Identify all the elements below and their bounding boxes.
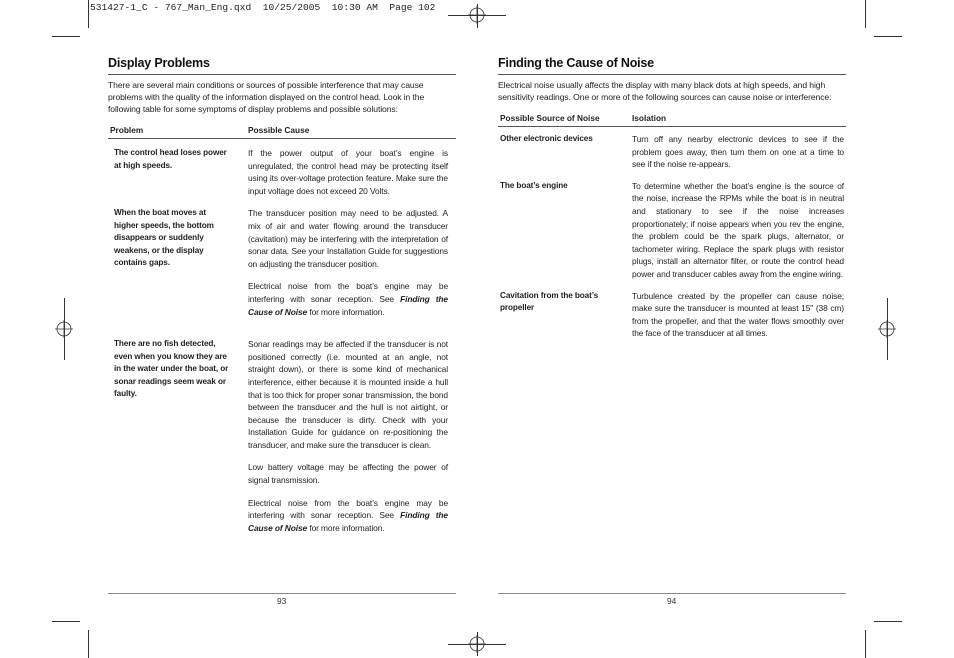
cause-cell <box>248 147 448 197</box>
section-title: Finding the Cause of Noise <box>498 56 654 70</box>
cause-paragraph: The transducer position may need to be adjusted. A mix of air and water flowing around the transducer (cavitation) may be interfering with the interpretation of sonar data. See your Installation Guide for suggestions on adjusting the transducer position. <box>248 208 448 269</box>
page-number: 93 <box>277 596 287 606</box>
cause-paragraph <box>248 280 448 318</box>
cause-paragraph: Low battery voltage may be affecting the power of signal transmission. <box>248 462 448 486</box>
isolation-cell: Turbulence created by the propeller can cause noise; make sure the transducer is mounted at least 15" (38 cm) from the propeller, and that the water flows smoothly over the face of the transducer at all times. <box>632 290 844 339</box>
footer-rule <box>108 593 456 594</box>
title-rule <box>108 74 456 75</box>
table-row <box>108 207 456 318</box>
crop-mark <box>64 298 65 360</box>
cause-cell <box>248 207 448 318</box>
table-header <box>498 113 846 127</box>
problem-cell: The control head loses power at high speeds. <box>114 148 227 170</box>
cause-paragraph: If the power output of your boat’s engine is unregulated, the control head may be protecting itself using its over-voltage protection feature. Make sure the input voltage does not exceed 20 Volts. <box>248 148 448 196</box>
crop-mark <box>874 36 902 37</box>
registration-mark-icon <box>468 635 486 653</box>
title-rule <box>498 74 846 75</box>
source-cell: The boat’s engine <box>500 180 568 190</box>
column-header-source: Possible Source of Noise <box>500 113 600 123</box>
table-row <box>498 290 846 340</box>
crop-mark <box>52 621 80 622</box>
table-row <box>108 147 456 197</box>
intro-paragraph: Electrical noise usually affects the display with many black dots at high speeds, and high sensitivity readings. One or more of the following sources can cause noise or interference: <box>498 80 832 102</box>
source-cell: Other electronic devices <box>500 134 593 143</box>
cause-text: Electrical noise from the boat’s engine may be interfering with sonar reception. See <box>248 497 448 521</box>
print-slug: 531427-1_C - 767_Man_Eng.qxd 10/25/2005 10:30 AM Page 102 <box>90 2 436 13</box>
intro-paragraph: There are several main conditions or sources of possible interference that may cause problems with the quality of the information displayed on the control head. Look in the following table for some symptoms of display problems and possible solutions: <box>108 80 425 114</box>
crop-mark <box>52 36 80 37</box>
column-header-isolation: Isolation <box>632 113 667 123</box>
column-header-problem: Problem <box>110 125 144 135</box>
table-row <box>498 133 846 171</box>
problem-cell: When the boat moves at higher speeds, the bottom disappears or suddenly weakens, or the display contains gaps. <box>114 208 214 268</box>
cause-paragraph <box>248 497 448 535</box>
crop-mark <box>88 630 89 658</box>
cause-cell <box>248 338 448 534</box>
cross-reference-link[interactable]: Finding the Cause of Noise <box>248 510 448 533</box>
cause-paragraph: Sonar readings may be affected if the transducer is not positioned correctly (i.e. mounted at an angle, not straight down), or there is some kind of mechanical interference, either because it is mounted inside a hull that is too thick for proper sonar transmission, the bond between the transducer and the hull is not airtight, or because the transducer is dirty. Check with your Installation Guide for guidance on re-positioning the transducer, and make sure the transducer is clean. <box>248 339 448 450</box>
table-row <box>498 180 846 281</box>
table-header <box>108 125 456 139</box>
cross-reference-link[interactable]: Finding the Cause of Noise <box>248 293 448 317</box>
cause-text: for more information. <box>307 306 385 317</box>
table-row <box>108 338 456 534</box>
left-page <box>108 52 456 534</box>
isolation-cell: To determine whether the boat’s engine is the source of the noise, increase the RPMs while the boat is in neutral and stationary to see if the noise increases proportionately; if noise appears when you rev the engine, the problem could be the spark plugs, alternator, or tachometer wiring. Replace the spark plugs with resistor plugs, install an alternator filter, or route the control head power and transducer cables away from the engine wiring. <box>632 180 844 279</box>
crop-mark <box>865 630 866 658</box>
crop-mark <box>887 298 888 360</box>
section-title: Display Problems <box>108 56 210 70</box>
crop-mark <box>874 621 902 622</box>
cause-text: Electrical noise from the boat’s engine may be interfering with sonar reception. See <box>248 281 448 304</box>
page-number: 94 <box>667 596 677 606</box>
crop-mark <box>865 0 866 28</box>
isolation-cell: Turn off any nearby electronic devices to see if the problem goes away, then turn them on one at a time to see if the noise re-appears. <box>632 134 844 170</box>
footer-rule <box>498 593 846 594</box>
column-header-cause: Possible Cause <box>248 125 310 135</box>
right-page <box>498 52 846 340</box>
problem-cell: There are no fish detected, even when you know they are in the water under the boat, or sonar readings seem weak or faulty. <box>114 339 229 399</box>
source-cell: Cavitation from the boat’s propeller <box>500 290 599 313</box>
registration-mark-icon <box>468 6 486 24</box>
crop-mark <box>88 0 89 28</box>
cause-text: for more information. <box>307 522 385 533</box>
